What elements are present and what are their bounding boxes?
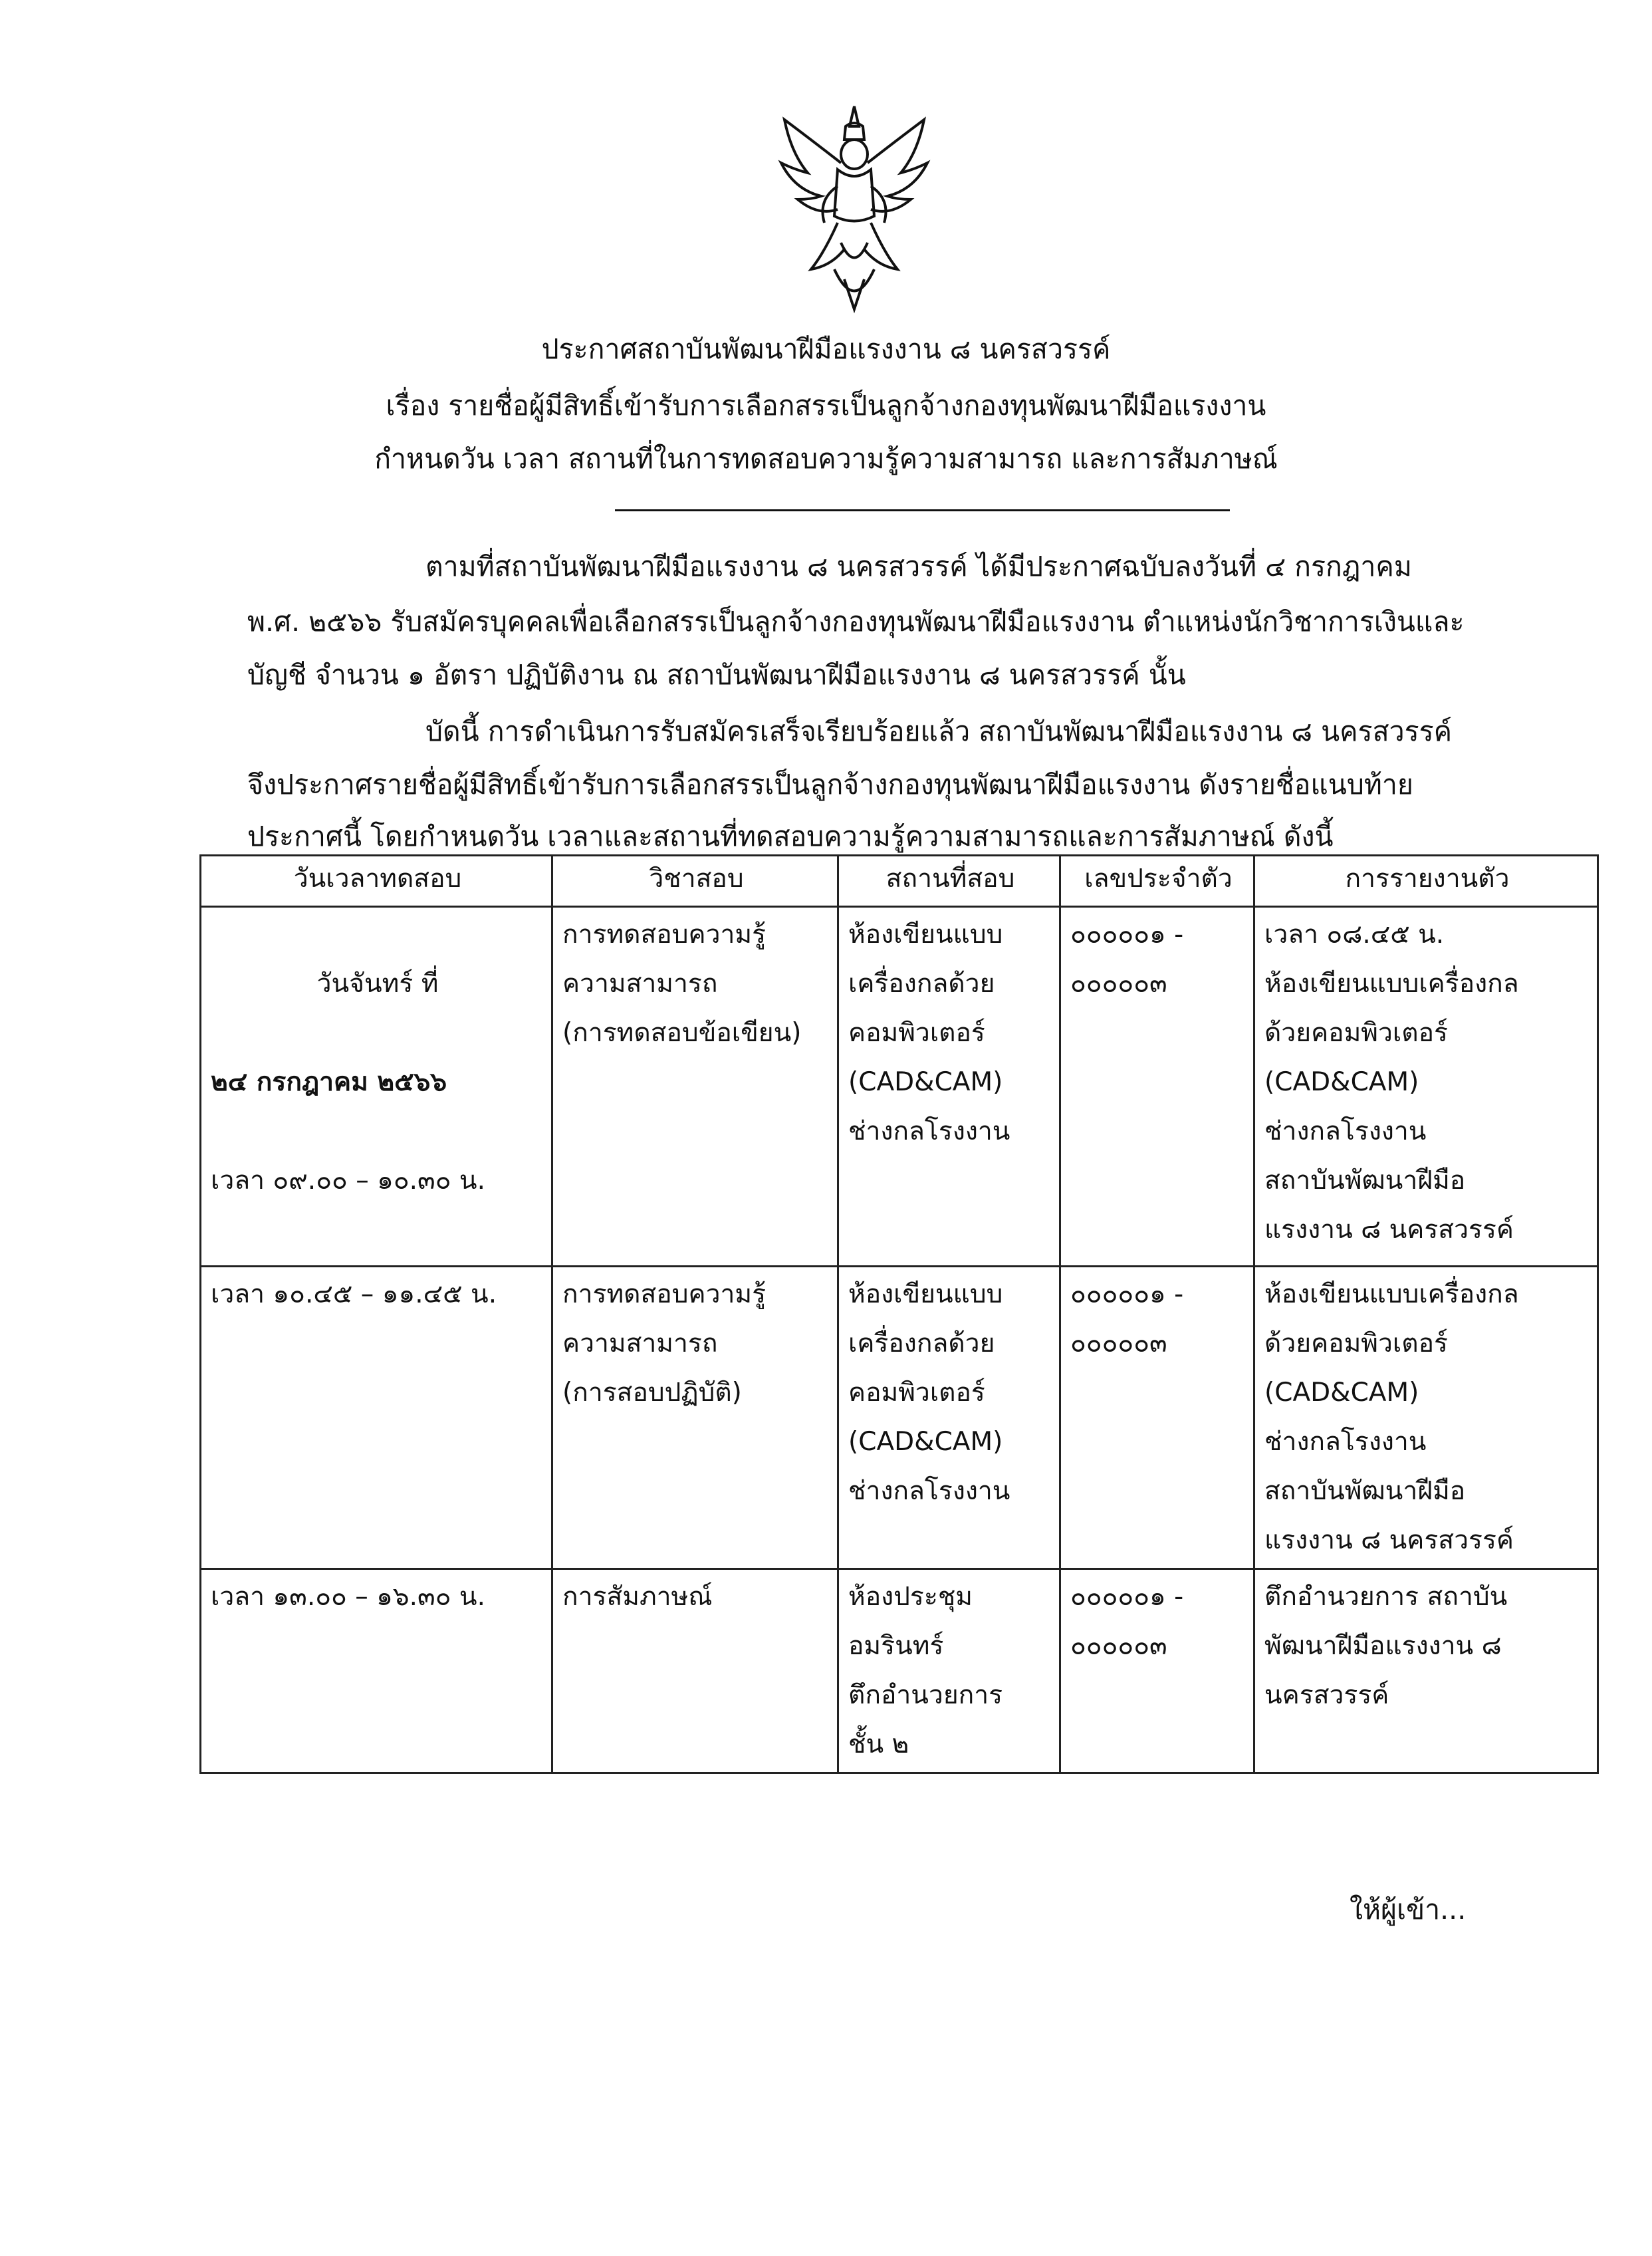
- cell-location: ห้องเขียนแบบ เครื่องกลด้วย คอมพิวเตอร์ (CAD&CAM) ช่างกลโรงงาน: [838, 1267, 1060, 1569]
- cell-subject: การทดสอบความรู้ ความสามารถ (การทดสอบข้อเขียน): [552, 907, 838, 1267]
- table-header-row: [201, 856, 1598, 907]
- cell-subject: การทดสอบความรู้ ความสามารถ (การสอบปฏิบัติ): [552, 1267, 838, 1569]
- title-divider: [615, 509, 1230, 511]
- exam-time: เวลา ๐๙.๐๐ – ๑๐.๓๐ น.: [211, 1166, 485, 1195]
- header-report: การรายงานตัว: [1254, 856, 1598, 907]
- exam-schedule-table: [199, 854, 1599, 1774]
- garuda-emblem-icon: [771, 100, 937, 319]
- cell-report: ตึกอำนวยการ สถาบัน พัฒนาฝีมือแรงงาน ๘ นครสวรรค์: [1254, 1569, 1598, 1773]
- paragraph-2-line-3: ประกาศนี้ โดยกำหนดวัน เวลาและสถานที่ทดสอบความรู้ความสามารถและการสัมภาษณ์ ดังนี้: [247, 820, 1334, 852]
- cell-location: ห้องประชุม อมรินทร์ ตึกอำนวยการ ชั้น ๒: [838, 1569, 1060, 1773]
- header-subject: วิชาสอบ: [552, 856, 838, 907]
- paragraph-1-line-1: ตามที่สถาบันพัฒนาฝีมือแรงงาน ๘ นครสวรรค์ ได้มีประกาศฉบับลงวันที่ ๔ กรกฎาคม: [425, 551, 1412, 582]
- header-id-number: เลขประจำตัว: [1060, 856, 1254, 907]
- paragraph-2-line-1: บัดนี้ การดำเนินการรับสมัครเสร็จเรียบร้อยแล้ว สถาบันพัฒนาฝีมือแรงงาน ๘ นครสวรรค์: [425, 715, 1453, 747]
- cell-id-number: ๐๐๐๐๐๑ - ๐๐๐๐๐๓: [1060, 1569, 1254, 1773]
- announcement-subtitle: กำหนดวัน เวลา สถานที่ในการทดสอบความรู้ความสามารถ และการสัมภาษณ์: [374, 443, 1278, 475]
- cell-exam-datetime: เวลา ๑๐.๔๕ – ๑๑.๔๕ น.: [201, 1267, 552, 1569]
- paragraph-1-line-3: บัญชี จำนวน ๑ อัตรา ปฏิบัติงาน ณ สถาบันพัฒนาฝีมือแรงงาน ๘ นครสวรรค์ นั้น: [247, 659, 1186, 691]
- exam-date: ๒๔ กรกฎาคม ๒๕๖๖: [211, 1067, 447, 1097]
- table-row: [201, 1267, 1598, 1569]
- cell-id-number: ๐๐๐๐๐๑ - ๐๐๐๐๐๓: [1060, 907, 1254, 1267]
- cell-exam-datetime: เวลา ๑๓.๐๐ – ๑๖.๓๐ น.: [201, 1569, 552, 1773]
- table-row: [201, 1569, 1598, 1773]
- cell-location: ห้องเขียนแบบ เครื่องกลด้วย คอมพิวเตอร์ (CAD&CAM) ช่างกลโรงงาน: [838, 907, 1060, 1267]
- cell-report: ห้องเขียนแบบเครื่องกล ด้วยคอมพิวเตอร์ (CAD&CAM) ช่างกลโรงงาน สถาบันพัฒนาฝีมือ แรงงาน ๘ นครสวรรค์: [1254, 1267, 1598, 1569]
- header-location: สถานที่สอบ: [838, 856, 1060, 907]
- announcement-subject: เรื่อง รายชื่อผู้มีสิทธิ์เข้ารับการเลือกสรรเป็นลูกจ้างกองทุนพัฒนาฝีมือแรงงาน: [386, 390, 1266, 422]
- cell-subject: การสัมภาษณ์: [552, 1569, 838, 1773]
- cell-id-number: ๐๐๐๐๐๑ - ๐๐๐๐๐๓: [1060, 1267, 1254, 1569]
- table-row: [201, 907, 1598, 1267]
- continuation-text: ให้ผู้เข้า...: [1350, 1894, 1467, 1926]
- cell-exam-datetime: [201, 907, 552, 1267]
- header-exam-datetime: วันเวลาทดสอบ: [201, 856, 552, 907]
- paragraph-1-line-2: พ.ศ. ๒๕๖๖ รับสมัครบุคคลเพื่อเลือกสรรเป็นลูกจ้างกองทุนพัฒนาฝีมือแรงงาน ตำแหน่งนักวิชาการเงินและ: [247, 606, 1465, 638]
- paragraph-2-line-2: จึงประกาศรายชื่อผู้มีสิทธิ์เข้ารับการเลือกสรรเป็นลูกจ้างกองทุนพัฒนาฝีมือแรงงาน ดังรายชื่อแนบท้าย: [247, 769, 1413, 801]
- cell-report: เวลา ๐๘.๔๕ น. ห้องเขียนแบบเครื่องกล ด้วยคอมพิวเตอร์ (CAD&CAM) ช่างกลโรงงาน สถาบันพัฒนาฝีมือ แรงงาน ๘ นครสวรรค์: [1254, 907, 1598, 1267]
- exam-day: วันจันทร์ ที่: [316, 969, 439, 999]
- announcement-title: ประกาศสถาบันพัฒนาฝีมือแรงงาน ๘ นครสวรรค์: [541, 333, 1111, 365]
